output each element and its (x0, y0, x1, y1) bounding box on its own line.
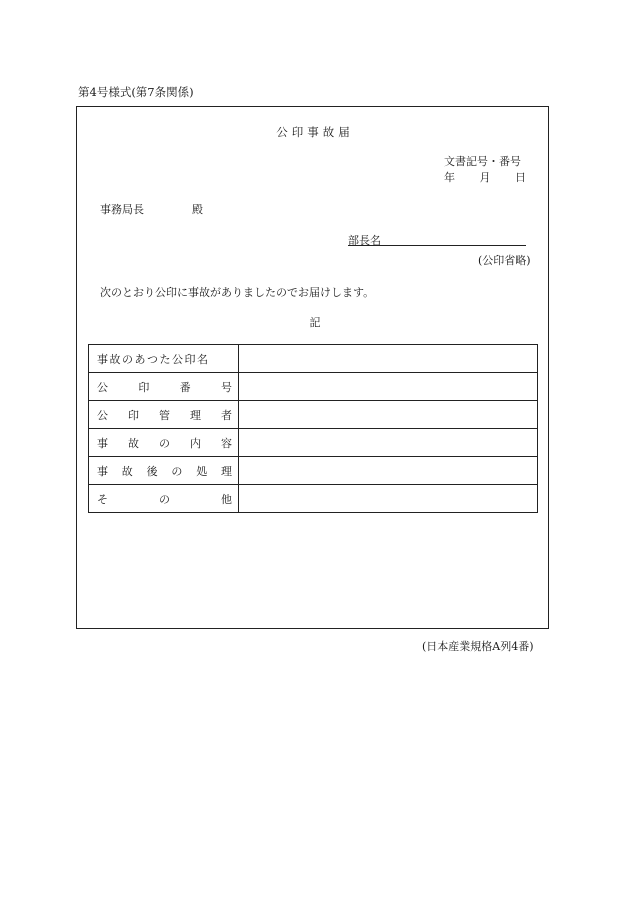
document-title: 公印事故届 (276, 125, 354, 139)
row-value-cell[interactable] (239, 401, 538, 429)
row-label: そ の 他 (97, 492, 232, 506)
date-month-label: 月 (479, 171, 491, 184)
seal-omitted-note: (公印省略) (478, 254, 531, 267)
addressee-name: 事務局長 (100, 203, 144, 216)
table-row (89, 485, 538, 513)
ki-heading: 記 (309, 316, 321, 329)
row-value-cell[interactable] (239, 345, 538, 373)
table-row (89, 373, 538, 401)
row-label: 公 印 番 号 (97, 380, 232, 394)
dept-head-label: 部長名 (348, 234, 381, 247)
row-value-cell[interactable] (239, 429, 538, 457)
addressee-line (100, 201, 203, 217)
table-row (89, 457, 538, 485)
row-value-cell[interactable] (239, 373, 538, 401)
row-label-cell (89, 429, 239, 457)
addressee-honorific: 殿 (192, 203, 203, 216)
paper-size-note: (日本産業規格A列4番) (422, 640, 534, 653)
row-label: 事 故 後 の 処 理 (97, 464, 232, 478)
row-label: 事故のあつた公印名 (97, 352, 210, 366)
row-label-cell (89, 401, 239, 429)
row-label-cell (89, 345, 239, 373)
row-label-cell (89, 457, 239, 485)
row-label: 公 印 管 理 者 (97, 408, 232, 422)
row-value-cell[interactable] (239, 485, 538, 513)
body-text: 次のとおり公印に事故がありましたのでお届けします。 (100, 286, 375, 299)
row-label: 事 故 の 内 容 (97, 436, 232, 450)
row-label-cell (89, 373, 239, 401)
date-line (444, 169, 526, 185)
row-value-cell[interactable] (239, 457, 538, 485)
document-number-label: 文書記号・番号 (444, 155, 521, 168)
dept-head-signature-line (348, 232, 526, 246)
date-year-label: 年 (444, 171, 455, 184)
form-number-label: 第4号様式(第7条関係) (78, 85, 194, 99)
row-label-cell (89, 485, 239, 513)
table-row (89, 401, 538, 429)
table-row (89, 429, 538, 457)
date-day-label: 日 (515, 171, 526, 184)
table-row (89, 345, 538, 373)
detail-table (88, 344, 538, 513)
